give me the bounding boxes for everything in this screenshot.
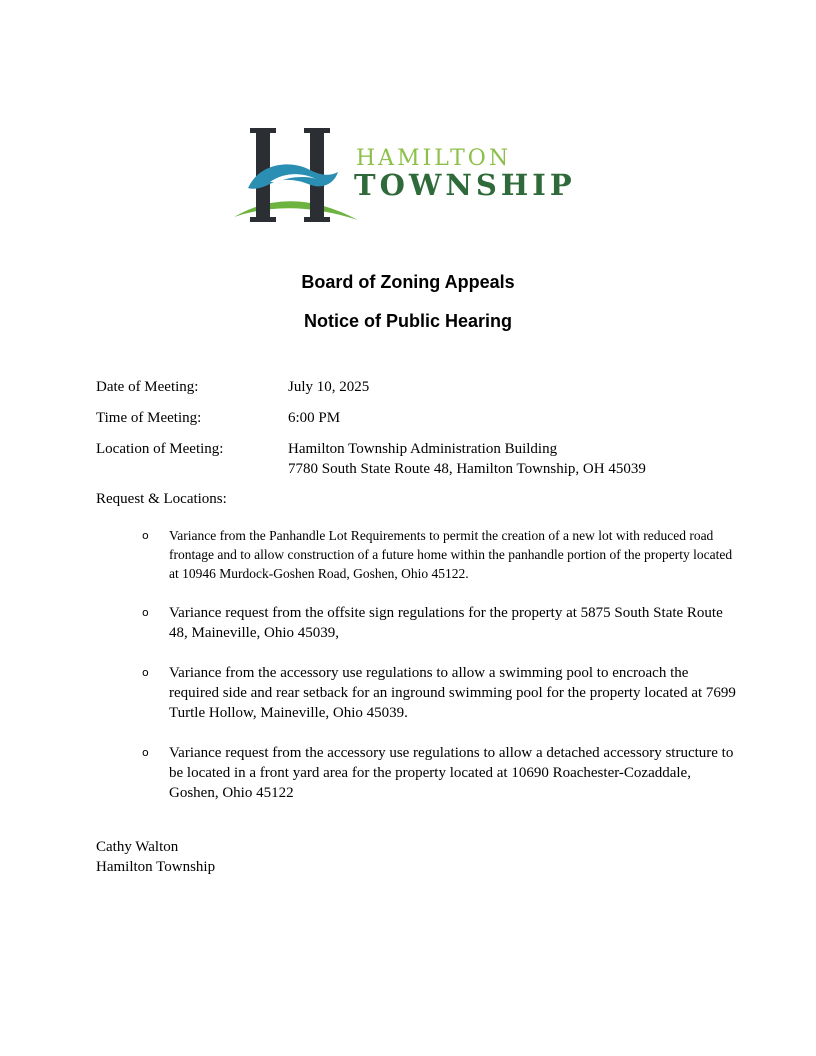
location-label: Location of Meeting: — [96, 441, 224, 457]
heading-board: Board of Zoning Appeals — [301, 272, 515, 292]
bullet-icon: o — [142, 666, 149, 679]
township-logo — [230, 124, 590, 226]
request-text: Variance from the accessory use regulations to allow a swimming pool to encroach the required side and rear setback for an inground swimming pool for the property located at 7699 Turtle Hollow, Maineville, Ohio 45039. — [169, 665, 736, 721]
requests-label: Request & Locations: — [96, 491, 227, 507]
time-label: Time of Meeting: — [96, 410, 202, 426]
list-item — [96, 526, 736, 583]
bullet-icon: o — [142, 529, 149, 542]
time-value: 6:00 PM — [288, 410, 341, 426]
logo-text-township: TOWNSHIP — [354, 168, 576, 202]
location-line-2: 7780 South State Route 48, Hamilton Township, OH 45039 — [288, 461, 646, 477]
signature-org: Hamilton Township — [96, 859, 216, 875]
request-text: Variance request from the offsite sign regulations for the property at 5875 South State Route 48, Maineville, Ohio 45039, — [169, 605, 723, 641]
bullet-icon: o — [142, 746, 149, 759]
request-text: Variance request from the accessory use regulations to allow a detached accessory structure to be located in a front yard area for the property located at 10690 Roachester-Cozaddale, Goshen, Ohio 45122 — [169, 745, 734, 801]
location-line-1: Hamilton Township Administration Building — [288, 441, 558, 457]
list-item — [96, 663, 736, 723]
h-emblem-icon — [230, 124, 360, 226]
bullet-icon: o — [142, 606, 149, 619]
request-list — [96, 526, 736, 803]
date-label: Date of Meeting: — [96, 379, 199, 395]
list-item — [96, 743, 736, 803]
request-text: Variance from the Panhandle Lot Requirements to permit the creation of a new lot with reduced road frontage and to allow construction of a future home within the panhandle portion of the property located at 10946 Murdock-Goshen Road, Goshen, Ohio 45122. — [169, 528, 733, 581]
heading-notice: Notice of Public Hearing — [303, 311, 513, 331]
date-value: July 10, 2025 — [288, 379, 370, 395]
signature-name: Cathy Walton — [96, 839, 179, 855]
logo-text-hamilton: HAMILTON — [356, 146, 512, 171]
list-item — [96, 603, 736, 643]
